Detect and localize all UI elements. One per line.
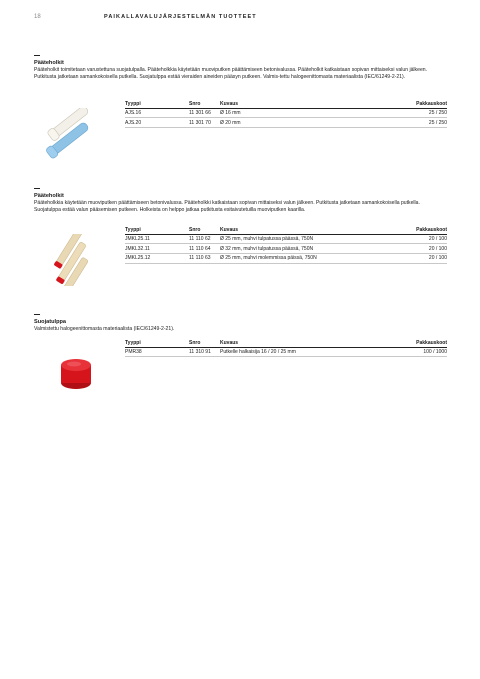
section-pääteholkit-1 [34,55,447,81]
col-type: Tyyppi [125,100,189,108]
cell-snro: 11 110 63 [189,254,220,264]
cell-snro: 11 301 66 [189,108,220,118]
table-header-row [125,226,447,234]
product-table-1 [125,100,447,128]
cell-packaging: 20 / 100 [392,244,447,254]
cell-type: PMR38 [125,347,189,357]
section-title: Pääteholkit [34,60,64,66]
section-title: Suojatulppa [34,319,67,325]
cell-packaging: 20 / 100 [392,234,447,244]
col-snro: Snro [189,226,220,234]
table-row [125,118,447,128]
section-dash [34,188,40,189]
section-pääteholkit-2 [34,188,447,214]
section-dash [34,314,40,315]
cell-description: Ø 32 mm, muhvi tulpatussa päässä, 750N [220,244,392,254]
col-description: Kuvaus [220,226,392,234]
table-row [125,347,447,357]
table-header-row [125,339,447,347]
cell-type: JMKL32.11 [125,244,189,254]
table-row [125,108,447,118]
cell-type: AJS.16 [125,108,189,118]
col-packaging: Pakkauskoot [392,226,447,234]
product-block-2 [34,226,447,286]
page-number: 18 [34,14,41,20]
page-header: PAIKALLAVALUJÄRJESTELMÄN TUOTTEET [104,14,257,20]
section-title: Pääteholkit [34,193,64,199]
section-description: Pääteholkit toimitetaan varustettuna suojatulpalla. Pääteholkkia käytetään muoviputken päättämiseen betonivalussa. Pääteholkit katkaistaan sopivan mittaiseksi valun jälkeen. Putkitusta jatketaan samankokoisella putkella. Suojatulppa estää vieraiden aineiden pääsyn putkeen. Valmis-tettu halogeenittomasta materiaalista (IEC/61249-2-21). [34,67,428,81]
cell-description: Ø 25 mm, muhvi molemmissa päissä, 750N [220,254,392,264]
section-description: Valmistettu halogeenittomasta materiaalista (IEC/61249-2-21). [34,326,175,332]
table-row [125,234,447,244]
col-snro: Snro [189,100,220,108]
cell-snro: 11 310 91 [189,347,220,357]
cell-description: Putkelle halkaisija 16 / 20 / 25 mm [220,347,381,357]
col-packaging: Pakkauskoot [381,339,447,347]
col-snro: Snro [189,339,220,347]
protective-cap-image [34,353,118,393]
cell-snro: 11 110 62 [189,234,220,244]
table-row [125,244,447,254]
cell-description: Ø 16 mm [220,108,311,118]
col-type: Tyyppi [125,339,189,347]
cell-snro: 11 301 70 [189,118,220,128]
cell-packaging: 25 / 250 [311,108,447,118]
col-packaging: Pakkauskoot [311,100,447,108]
cell-packaging: 25 / 250 [311,118,447,128]
cell-description: Ø 20 mm [220,118,311,128]
end-sleeve-beige-image [34,234,118,286]
col-description: Kuvaus [220,100,311,108]
col-description: Kuvaus [220,339,381,347]
table-row [125,254,447,264]
section-suojatulppa [34,314,447,333]
cell-snro: 11 110 64 [189,244,220,254]
end-sleeve-image [34,108,118,160]
section-description: Pääteholkkia käytetään muoviputken päättämiseen betonivalussa. Pääteholkki katkaistaan sopivan mittaiseksi valun jälkeen. Putkitusta jatketaan samankokoisella putkella. Suojatulppa estää valun pääsemisen putkeen. Holkeista on helppo jatkaa putkitusta esitaivutetuilla muoviputken kaarilla. [34,200,420,214]
product-table-3 [125,339,447,357]
product-block-1 [34,100,447,160]
cell-packaging: 20 / 100 [392,254,447,264]
cell-description: Ø 25 mm, muhvi tulpatussa päässä, 750N [220,234,392,244]
col-type: Tyyppi [125,226,189,234]
product-table-2 [125,226,447,264]
cell-type: JMKL25.11 [125,234,189,244]
cell-packaging: 100 / 1000 [381,347,447,357]
section-dash [34,55,40,56]
cell-type: JMKL25.12 [125,254,189,264]
product-block-3 [34,339,447,393]
table-header-row [125,100,447,108]
cell-type: AJS.20 [125,118,189,128]
